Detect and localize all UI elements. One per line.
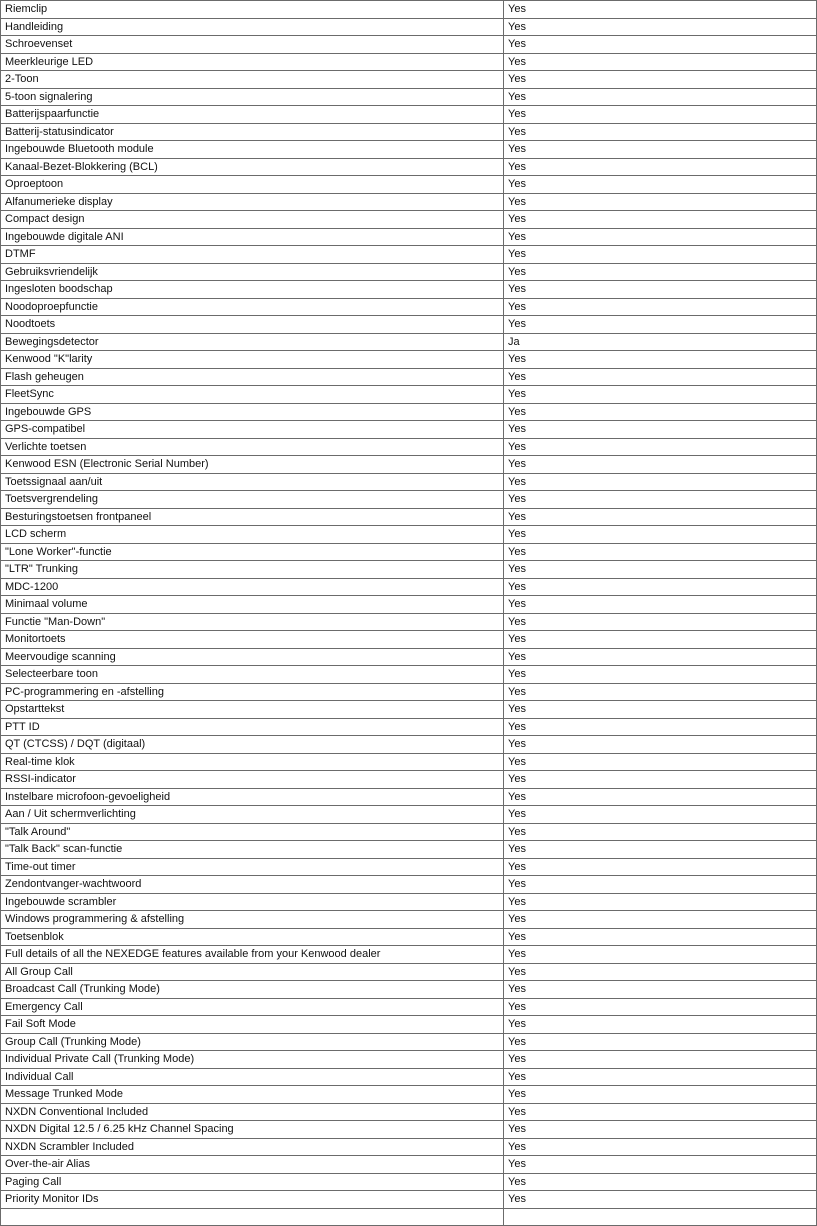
value-cell: Yes: [504, 141, 817, 159]
table-row: [1, 246, 817, 264]
value-cell: Yes: [504, 246, 817, 264]
feature-cell: Ingebouwde Bluetooth module: [1, 141, 504, 159]
table-row: [1, 1016, 817, 1034]
feature-cell: Selecteerbare toon: [1, 666, 504, 684]
feature-cell: Verlichte toetsen: [1, 438, 504, 456]
table-row: [1, 806, 817, 824]
feature-cell: "Lone Worker"-functie: [1, 543, 504, 561]
table-row: [1, 1121, 817, 1139]
value-cell: Yes: [504, 53, 817, 71]
table-row: [1, 1156, 817, 1174]
feature-cell: Functie "Man-Down": [1, 613, 504, 631]
table-row: [1, 771, 817, 789]
feature-cell: Windows programmering & afstelling: [1, 911, 504, 929]
value-cell: Yes: [504, 176, 817, 194]
feature-cell: Individual Private Call (Trunking Mode): [1, 1051, 504, 1069]
value-cell: Yes: [504, 1, 817, 19]
table-row: [1, 106, 817, 124]
table-row: [1, 281, 817, 299]
value-cell: Yes: [504, 1121, 817, 1139]
table-row: [1, 683, 817, 701]
table-row: [1, 613, 817, 631]
feature-cell: Meervoudige scanning: [1, 648, 504, 666]
value-cell: Yes: [504, 648, 817, 666]
feature-cell: Time-out timer: [1, 858, 504, 876]
table-row: [1, 858, 817, 876]
feature-cell: QT (CTCSS) / DQT (digitaal): [1, 736, 504, 754]
feature-cell: Noodoproepfunctie: [1, 298, 504, 316]
feature-cell: NXDN Digital 12.5 / 6.25 kHz Channel Spacing: [1, 1121, 504, 1139]
feature-cell: Noodtoets: [1, 316, 504, 334]
table-row: [1, 998, 817, 1016]
value-cell: Yes: [504, 701, 817, 719]
value-cell: Yes: [504, 316, 817, 334]
value-cell: Yes: [504, 526, 817, 544]
table-row: [1, 263, 817, 281]
feature-cell: PC-programmering en -afstelling: [1, 683, 504, 701]
feature-cell: LCD scherm: [1, 526, 504, 544]
feature-cell: Gebruiksvriendelijk: [1, 263, 504, 281]
table-row: [1, 893, 817, 911]
value-cell: Yes: [504, 403, 817, 421]
feature-cell: "Talk Around": [1, 823, 504, 841]
feature-cell: Kanaal-Bezet-Blokkering (BCL): [1, 158, 504, 176]
value-cell: Yes: [504, 561, 817, 579]
table-row: [1, 928, 817, 946]
table-row: [1, 823, 817, 841]
feature-cell: NXDN Scrambler Included: [1, 1138, 504, 1156]
table-row: [1, 736, 817, 754]
feature-cell: Full details of all the NEXEDGE features available from your Kenwood dealer: [1, 946, 504, 964]
feature-cell: Schroevenset: [1, 36, 504, 54]
value-cell: Yes: [504, 88, 817, 106]
table-row: [1, 71, 817, 89]
table-row: [1, 631, 817, 649]
table-row: [1, 648, 817, 666]
feature-cell: Aan / Uit schermverlichting: [1, 806, 504, 824]
feature-cell: Monitortoets: [1, 631, 504, 649]
table-row: [1, 946, 817, 964]
value-cell: Yes: [504, 123, 817, 141]
table-row: [1, 1086, 817, 1104]
table-row: [1, 841, 817, 859]
table-row: [1, 718, 817, 736]
feature-cell: Minimaal volume: [1, 596, 504, 614]
table-row: [1, 596, 817, 614]
feature-cell: Batterijspaarfunctie: [1, 106, 504, 124]
value-cell: Yes: [504, 963, 817, 981]
value-cell: Yes: [504, 1103, 817, 1121]
feature-cell: Toetsenblok: [1, 928, 504, 946]
feature-cell: Individual Call: [1, 1068, 504, 1086]
table-row: [1, 456, 817, 474]
value-cell: Yes: [504, 1068, 817, 1086]
table-row: [1, 578, 817, 596]
value-cell: Yes: [504, 263, 817, 281]
table-row: [1, 876, 817, 894]
table-row: [1, 911, 817, 929]
value-cell: Yes: [504, 158, 817, 176]
feature-cell: Ingesloten boodschap: [1, 281, 504, 299]
value-cell: Yes: [504, 806, 817, 824]
value-cell: Yes: [504, 211, 817, 229]
value-cell: [504, 1208, 817, 1226]
value-cell: Yes: [504, 281, 817, 299]
table-row: [1, 228, 817, 246]
feature-cell: Ingebouwde scrambler: [1, 893, 504, 911]
value-cell: Yes: [504, 753, 817, 771]
value-cell: Yes: [504, 981, 817, 999]
table-row: [1, 1173, 817, 1191]
value-cell: Yes: [504, 106, 817, 124]
value-cell: Yes: [504, 613, 817, 631]
value-cell: Yes: [504, 946, 817, 964]
feature-cell: Zendontvanger-wachtwoord: [1, 876, 504, 894]
table-row: [1, 333, 817, 351]
table-row: [1, 1, 817, 19]
value-cell: Yes: [504, 631, 817, 649]
value-cell: Ja: [504, 333, 817, 351]
value-cell: Yes: [504, 1173, 817, 1191]
value-cell: Yes: [504, 1086, 817, 1104]
feature-cell: "LTR" Trunking: [1, 561, 504, 579]
feature-cell: MDC-1200: [1, 578, 504, 596]
value-cell: Yes: [504, 1033, 817, 1051]
table-row: [1, 963, 817, 981]
feature-cell: Priority Monitor IDs: [1, 1191, 504, 1209]
table-row: [1, 666, 817, 684]
feature-cell: Compact design: [1, 211, 504, 229]
value-cell: Yes: [504, 18, 817, 36]
feature-cell: 2-Toon: [1, 71, 504, 89]
feature-cell: All Group Call: [1, 963, 504, 981]
value-cell: Yes: [504, 823, 817, 841]
table-row: [1, 526, 817, 544]
value-cell: Yes: [504, 298, 817, 316]
feature-cell: Kenwood ESN (Electronic Serial Number): [1, 456, 504, 474]
table-row: [1, 123, 817, 141]
table-row: [1, 53, 817, 71]
feature-cell: Over-the-air Alias: [1, 1156, 504, 1174]
table-row: [1, 543, 817, 561]
table-row: [1, 701, 817, 719]
value-cell: Yes: [504, 666, 817, 684]
feature-cell: Kenwood "K"larity: [1, 351, 504, 369]
table-row: [1, 298, 817, 316]
value-cell: Yes: [504, 193, 817, 211]
value-cell: Yes: [504, 788, 817, 806]
value-cell: Yes: [504, 893, 817, 911]
value-cell: Yes: [504, 386, 817, 404]
value-cell: Yes: [504, 1191, 817, 1209]
feature-cell: PTT ID: [1, 718, 504, 736]
feature-cell: Fail Soft Mode: [1, 1016, 504, 1034]
table-row: [1, 88, 817, 106]
table-row: [1, 473, 817, 491]
value-cell: Yes: [504, 351, 817, 369]
table-row: [1, 981, 817, 999]
table-row: [1, 176, 817, 194]
value-cell: Yes: [504, 473, 817, 491]
value-cell: Yes: [504, 228, 817, 246]
feature-cell: Riemclip: [1, 1, 504, 19]
value-cell: Yes: [504, 683, 817, 701]
table-row: [1, 508, 817, 526]
feature-cell: GPS-compatibel: [1, 421, 504, 439]
feature-cell: NXDN Conventional Included: [1, 1103, 504, 1121]
table-row: [1, 158, 817, 176]
table-row: [1, 1208, 817, 1226]
feature-cell: Emergency Call: [1, 998, 504, 1016]
table-row: [1, 753, 817, 771]
value-cell: Yes: [504, 858, 817, 876]
feature-cell: Opstarttekst: [1, 701, 504, 719]
feature-cell: Broadcast Call (Trunking Mode): [1, 981, 504, 999]
table-row: [1, 193, 817, 211]
table-row: [1, 1068, 817, 1086]
value-cell: Yes: [504, 998, 817, 1016]
value-cell: Yes: [504, 911, 817, 929]
value-cell: Yes: [504, 543, 817, 561]
feature-cell: Ingebouwde digitale ANI: [1, 228, 504, 246]
feature-cell: Bewegingsdetector: [1, 333, 504, 351]
value-cell: Yes: [504, 71, 817, 89]
value-cell: Yes: [504, 841, 817, 859]
feature-cell: Meerkleurige LED: [1, 53, 504, 71]
feature-cell: Group Call (Trunking Mode): [1, 1033, 504, 1051]
table-row: [1, 141, 817, 159]
feature-cell: Flash geheugen: [1, 368, 504, 386]
feature-cell: Alfanumerieke display: [1, 193, 504, 211]
value-cell: Yes: [504, 508, 817, 526]
feature-cell: 5-toon signalering: [1, 88, 504, 106]
feature-cell: Oproeptoon: [1, 176, 504, 194]
feature-cell: Message Trunked Mode: [1, 1086, 504, 1104]
table-row: [1, 211, 817, 229]
value-cell: Yes: [504, 578, 817, 596]
value-cell: Yes: [504, 736, 817, 754]
value-cell: Yes: [504, 876, 817, 894]
value-cell: Yes: [504, 771, 817, 789]
feature-cell: FleetSync: [1, 386, 504, 404]
feature-cell: Real-time klok: [1, 753, 504, 771]
feature-cell: Toetssignaal aan/uit: [1, 473, 504, 491]
table-row: [1, 403, 817, 421]
table-row: [1, 491, 817, 509]
value-cell: Yes: [504, 718, 817, 736]
value-cell: Yes: [504, 438, 817, 456]
value-cell: Yes: [504, 36, 817, 54]
table-row: [1, 386, 817, 404]
value-cell: Yes: [504, 1016, 817, 1034]
table-row: [1, 368, 817, 386]
table-row: [1, 1051, 817, 1069]
value-cell: Yes: [504, 596, 817, 614]
feature-cell: Besturingstoetsen frontpaneel: [1, 508, 504, 526]
feature-cell: Handleiding: [1, 18, 504, 36]
feature-cell: RSSI-indicator: [1, 771, 504, 789]
feature-cell: DTMF: [1, 246, 504, 264]
table-row: [1, 351, 817, 369]
value-cell: Yes: [504, 368, 817, 386]
value-cell: Yes: [504, 1156, 817, 1174]
table-row: [1, 18, 817, 36]
feature-cell: Paging Call: [1, 1173, 504, 1191]
value-cell: Yes: [504, 491, 817, 509]
value-cell: Yes: [504, 1138, 817, 1156]
feature-cell: Ingebouwde GPS: [1, 403, 504, 421]
feature-cell: "Talk Back" scan-functie: [1, 841, 504, 859]
table-row: [1, 36, 817, 54]
feature-cell: Toetsvergrendeling: [1, 491, 504, 509]
table-row: [1, 1138, 817, 1156]
value-cell: Yes: [504, 928, 817, 946]
table-row: [1, 561, 817, 579]
value-cell: Yes: [504, 1051, 817, 1069]
table-row: [1, 421, 817, 439]
feature-cell: Batterij-statusindicator: [1, 123, 504, 141]
feature-cell: Instelbare microfoon-gevoeligheid: [1, 788, 504, 806]
table-row: [1, 1103, 817, 1121]
value-cell: Yes: [504, 421, 817, 439]
table-row: [1, 1191, 817, 1209]
table-row: [1, 788, 817, 806]
feature-cell: [1, 1208, 504, 1226]
table-row: [1, 316, 817, 334]
table-row: [1, 1033, 817, 1051]
table-row: [1, 438, 817, 456]
spec-table-body: [1, 1, 817, 1226]
value-cell: Yes: [504, 456, 817, 474]
